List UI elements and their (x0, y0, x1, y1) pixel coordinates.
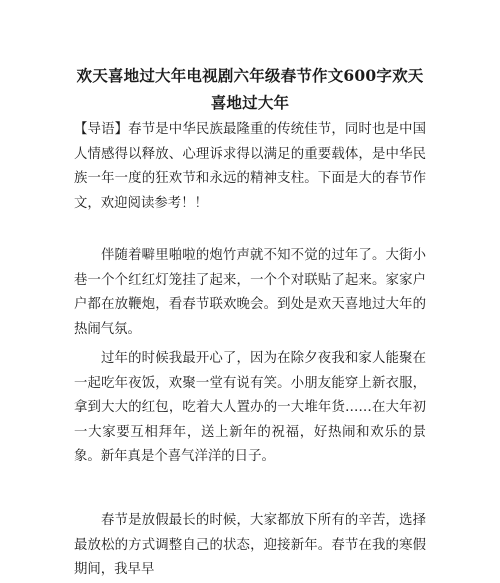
body-paragraph-1: 伴随着噼里啪啦的炮竹声就不知不觉的过年了。大街小巷一个个红红灯笼挂了起来，一个个对联贴了起来。家家户户都在放鞭炮，看春节联欢晚会。到处是欢天喜地过大年的热闹气氛。 (74, 248, 426, 337)
body-paragraph-2: 过年的时候我最开心了，因为在除夕夜我和家人能聚在一起吃年夜饭，欢聚一堂有说有笑。小朋友能穿上新衣服，拿到大大的红包，吃着大人置办的一大堆年货……在大年初一大家要互相拜年，送上新年的祝福，好热闹和欢乐的景象。新年真是个喜气洋洋的日子。 (74, 351, 426, 464)
intro-paragraph: 【导语】春节是中华民族最隆重的传统佳节，同时也是中国人情感得以释放、心理诉求得以满足的重要载体，是中华民族一年一度的狂欢节和永远的精神支柱。下面是大的春节作文，欢迎阅读参考！！ (74, 122, 426, 211)
document-title: 欢天喜地过大年电视剧六年级春节作文600字欢天喜地过大年 (76, 66, 424, 112)
body-paragraph-3: 春节是放假最长的时候，大家都放下所有的辛苦，选择最放松的方式调整自己的状态，迎接新年。春节在我的寒假期间，我早早 (74, 513, 426, 577)
